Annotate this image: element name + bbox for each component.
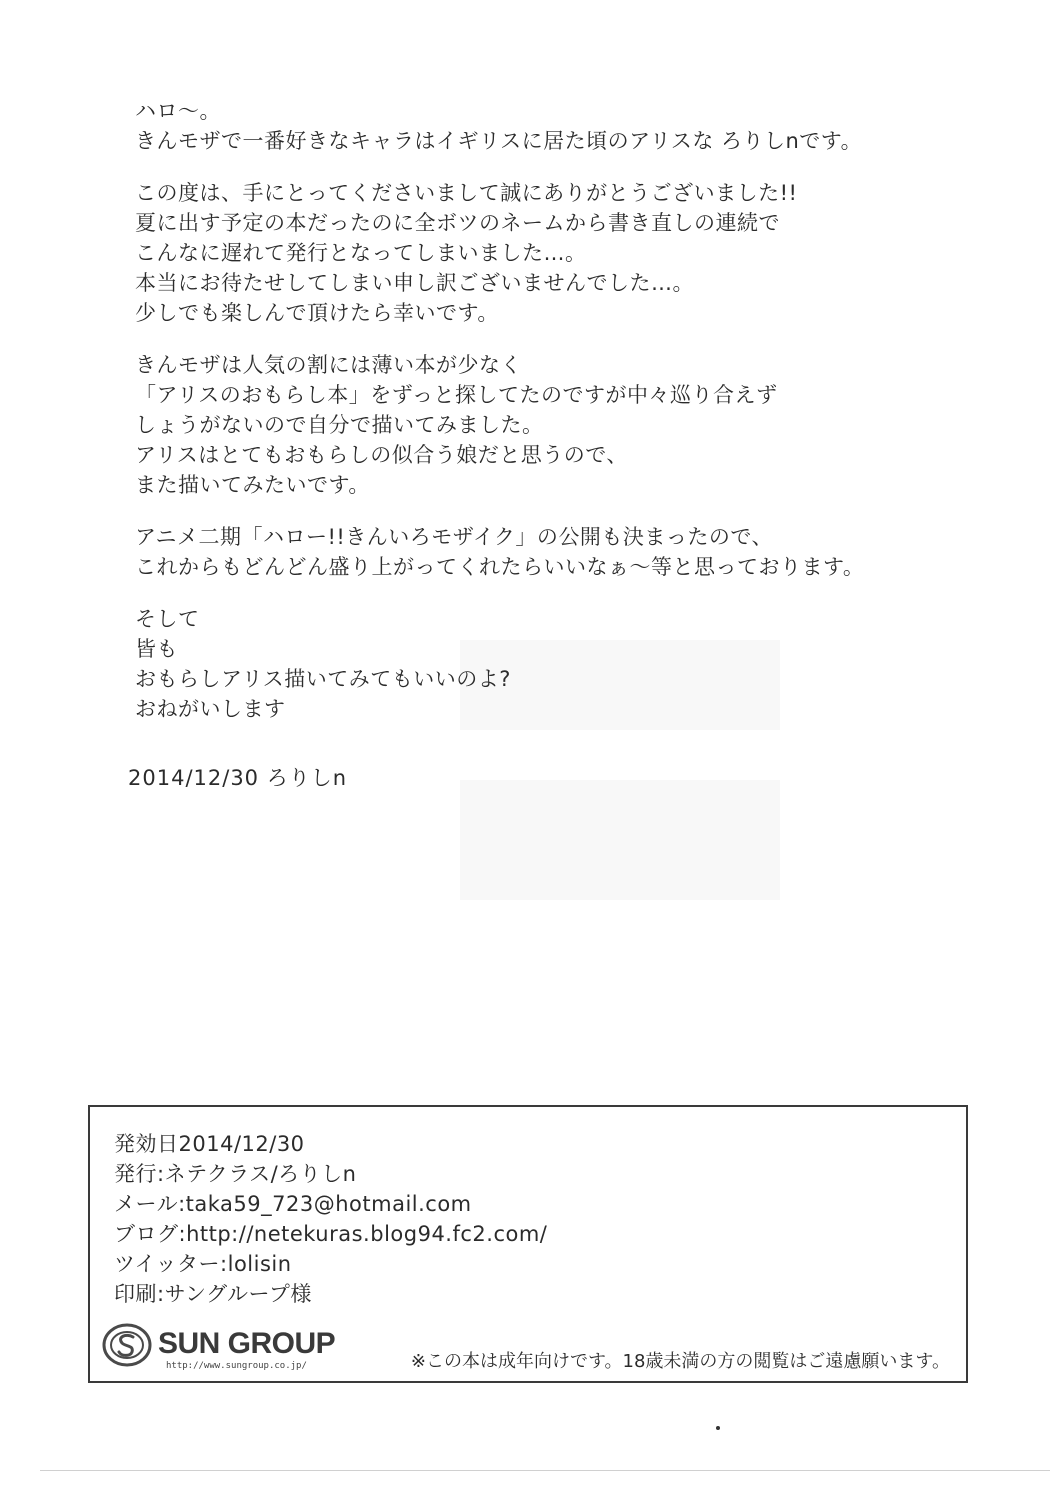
- paragraph-thanks: [135, 178, 895, 328]
- text-line: 皆も: [135, 637, 178, 661]
- email: メール:taka59_723@hotmail.com: [114, 1192, 472, 1216]
- text-line: しょうがないので自分で描いてみました。: [135, 413, 544, 437]
- text-line: 少しでも楽しんで頂けたら幸いです。: [135, 301, 499, 325]
- colophon-details: [114, 1129, 547, 1309]
- scan-edge-line: [40, 1470, 1050, 1471]
- signature: 2014/12/30 ろりしn: [128, 766, 348, 790]
- text-line: また描いてみたいです。: [135, 473, 370, 497]
- paragraph-anime: [135, 522, 895, 582]
- publisher: 発行:ネテクラス/ろりしn: [114, 1162, 357, 1186]
- blog-url: ブログ:http://netekuras.blog94.fc2.com/: [114, 1222, 548, 1246]
- age-notice: ※この本は成年向けです。18歳未満の方の閲覧はご遠慮願います。: [410, 1351, 950, 1372]
- text-line: アリスはとてもおもらしの似合う娘だと思うので、: [135, 443, 628, 467]
- show-through-shade: [460, 780, 780, 900]
- text-line: きんモザは人気の割には薄い本が少なく: [135, 353, 522, 377]
- logo-url: http://www.sungroup.co.jp/: [166, 1361, 307, 1371]
- text-line: 夏に出す予定の本だったのに全ボツのネームから書き直しの連続で: [135, 211, 780, 235]
- logo-text: SUN GROUP: [158, 1327, 336, 1360]
- text-line: この度は、手にとってくださいまして誠にありがとうございました!!: [135, 181, 798, 205]
- text-line: アニメ二期「ハロー!!きんいろモザイク」の公開も決まったので、: [135, 525, 773, 549]
- text-line: 「アリスのおもらし本」をずっと探してたのですが中々巡り合えず: [135, 383, 778, 407]
- sun-group-logo: [102, 1323, 372, 1373]
- paragraph-greeting: [135, 96, 895, 156]
- text-line: 本当にお待たせしてしまい申し訳ございませんでした…。: [135, 271, 694, 295]
- text-line: ハロ〜。: [135, 99, 221, 123]
- paragraph-motivation: [135, 350, 895, 500]
- afterword: [135, 96, 895, 724]
- issue-date: 発効日2014/12/30: [114, 1132, 305, 1156]
- twitter-handle: ツイッター:lolisin: [114, 1252, 292, 1276]
- text-line: おもらしアリス描いてみてもいいのよ?: [135, 667, 511, 691]
- paragraph-closing: [135, 604, 895, 724]
- printer: 印刷:サングループ様: [114, 1282, 312, 1306]
- text-line: これからもどんどん盛り上がってくれたらいいなぁ〜等と思っております。: [135, 555, 865, 579]
- speck: [716, 1426, 720, 1430]
- sun-group-mark-icon: [102, 1323, 152, 1367]
- text-line: おねがいします: [135, 697, 286, 721]
- colophon-box: [88, 1105, 968, 1383]
- text-line: そして: [135, 607, 200, 631]
- text-line: こんなに遅れて発行となってしまいました…。: [135, 241, 587, 265]
- text-line: きんモザで一番好きなキャラはイギリスに居た頃のアリスな ろりしnです。: [135, 129, 863, 153]
